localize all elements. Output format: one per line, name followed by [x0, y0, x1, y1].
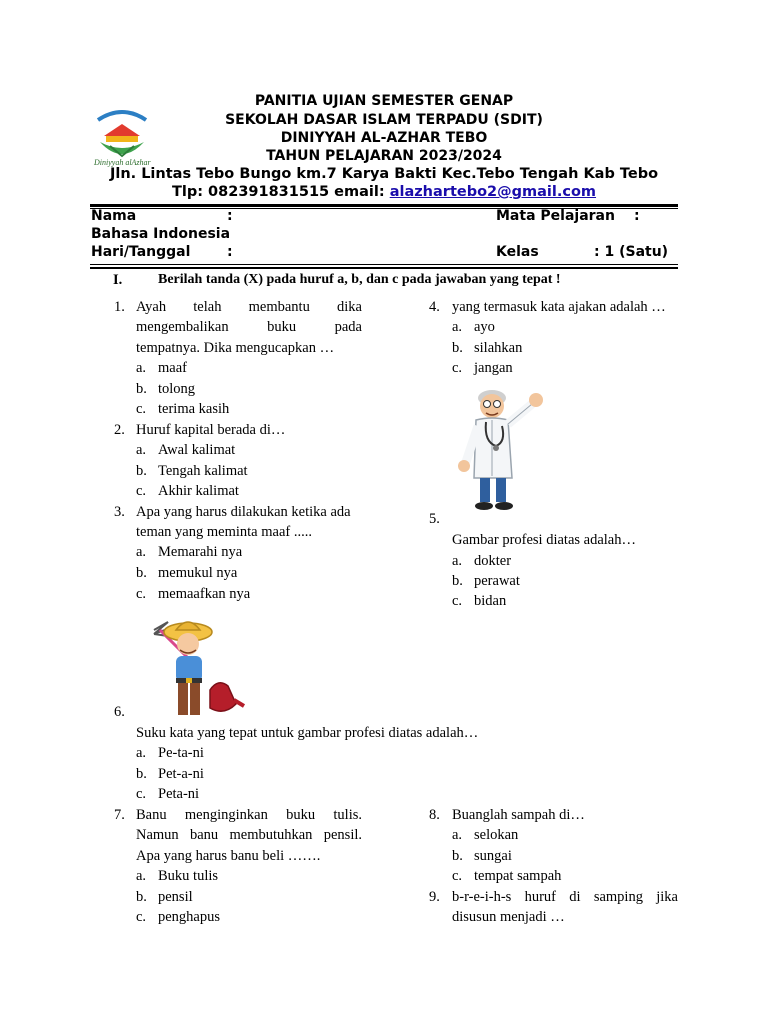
- q7-number: 7.: [114, 807, 125, 823]
- q5-b-letter: b.: [452, 573, 463, 589]
- q1-c-letter: c.: [136, 401, 147, 417]
- hari-label: Hari/Tanggal: [91, 244, 191, 260]
- hari-colon: :: [227, 244, 233, 260]
- mapel-value: Bahasa Indonesia: [91, 226, 231, 242]
- q6-number: 6.: [114, 704, 125, 720]
- section-instruction: Berilah tanda (X) pada huruf a, b, dan c pada jawaban yang tepat !: [158, 272, 561, 287]
- q2-number: 2.: [114, 422, 125, 438]
- q2-c-text[interactable]: Akhir kalimat: [158, 483, 239, 499]
- q1-a-letter: a.: [136, 360, 147, 376]
- nama-label: Nama: [91, 208, 137, 224]
- q4-number: 4.: [429, 299, 440, 315]
- q3-line-2: teman yang meminta maaf .....: [136, 524, 312, 540]
- q5-text: Gambar profesi diatas adalah…: [452, 532, 636, 548]
- q8-a-letter: a.: [452, 827, 463, 843]
- q3-number: 3.: [114, 504, 125, 520]
- q3-c-text[interactable]: memaafkan nya: [158, 586, 251, 602]
- q7-line-2: Namun banu membutuhkan pensil.: [136, 827, 362, 843]
- q3-b-text[interactable]: memukul nya: [158, 565, 238, 581]
- q7-a-letter: a.: [136, 868, 147, 884]
- q4-c-letter: c.: [452, 360, 463, 376]
- q3-a-text[interactable]: Memarahi nya: [158, 544, 243, 560]
- q4-b-text[interactable]: silahkan: [474, 340, 523, 356]
- doctor-illustration: [456, 382, 552, 512]
- q7-b-text[interactable]: pensil: [158, 889, 193, 905]
- q1-line-2: mengembalikan buku pada: [136, 319, 362, 335]
- q1-a-text[interactable]: maaf: [158, 360, 187, 376]
- q2-a-letter: a.: [136, 442, 147, 458]
- q5-a-text[interactable]: dokter: [474, 553, 512, 569]
- q7-line-1: Banu menginginkan buku tulis.: [136, 807, 362, 823]
- q1-line-3: tempatnya. Dika mengucapkan …: [136, 340, 335, 356]
- kelas-label: Kelas: [496, 244, 539, 260]
- section-number: I.: [113, 272, 123, 288]
- q4-text: yang termasuk kata ajakan adalah …: [452, 299, 666, 315]
- q6-b-letter: b.: [136, 766, 147, 782]
- q7-a-text[interactable]: Buku tulis: [158, 868, 219, 884]
- q8-number: 8.: [429, 807, 440, 823]
- mapel-label: Mata Pelajaran: [496, 208, 615, 224]
- q6-c-text[interactable]: Peta-ni: [158, 786, 200, 802]
- q5-c-letter: c.: [452, 593, 463, 609]
- farmer-illustration: [148, 612, 248, 720]
- q3-b-letter: b.: [136, 565, 147, 581]
- q6-text: Suku kata yang tepat untuk gambar profesi diatas adalah…: [136, 725, 479, 741]
- mapel-colon: :: [634, 208, 640, 224]
- header-contact: [0, 182, 768, 202]
- kelas-value: : 1 (Satu): [594, 244, 669, 260]
- header-title-2: SEKOLAH DASAR ISLAM TERPADU (SDIT): [225, 112, 543, 128]
- identity-rule-thin: [90, 264, 678, 265]
- q5-a-letter: a.: [452, 553, 463, 569]
- q3-a-letter: a.: [136, 544, 147, 560]
- q6-a-letter: a.: [136, 745, 147, 761]
- q2-c-letter: c.: [136, 483, 147, 499]
- header-title-4: TAHUN PELAJARAN 2023/2024: [266, 148, 502, 164]
- q2-b-letter: b.: [136, 463, 147, 479]
- q8-a-text[interactable]: selokan: [474, 827, 519, 843]
- q5-number: 5.: [429, 511, 440, 527]
- q9-line-2: disusun menjadi …: [452, 909, 565, 925]
- q2-text: Huruf kapital berada di…: [136, 422, 286, 438]
- q5-b-text[interactable]: perawat: [474, 573, 520, 589]
- q8-text: Buanglah sampah di…: [452, 807, 585, 823]
- q7-c-text[interactable]: penghapus: [158, 909, 221, 925]
- q8-b-text[interactable]: sungai: [474, 848, 512, 864]
- q5-c-text[interactable]: bidan: [474, 593, 507, 609]
- q2-a-text[interactable]: Awal kalimat: [158, 442, 236, 458]
- q4-a-text[interactable]: ayo: [474, 319, 495, 335]
- q6-a-text[interactable]: Pe-ta-ni: [158, 745, 204, 761]
- header-rule-thick: [90, 204, 678, 207]
- nama-colon: :: [227, 208, 233, 224]
- contact-text: Tlp: 082391831515 email:: [171, 184, 390, 200]
- email-link[interactable]: alazhartebo2@gmail.com: [389, 184, 597, 200]
- header-title-3: DINIYYAH AL-AZHAR TEBO: [280, 130, 488, 146]
- q1-b-text[interactable]: tolong: [158, 381, 196, 397]
- q3-line-1: Apa yang harus dilakukan ketika ada: [136, 504, 351, 520]
- header-title-1: PANITIA UJIAN SEMESTER GENAP: [254, 93, 514, 109]
- q8-c-text[interactable]: tempat sampah: [474, 868, 562, 884]
- q1-line-1: Ayah telah membantu dika: [136, 299, 362, 315]
- q3-c-letter: c.: [136, 586, 147, 602]
- q7-line-3: Apa yang harus banu beli …….: [136, 848, 321, 864]
- q9-number: 9.: [429, 889, 440, 905]
- q6-b-text[interactable]: Pet-a-ni: [158, 766, 204, 782]
- q7-b-letter: b.: [136, 889, 147, 905]
- q8-c-letter: c.: [452, 868, 463, 884]
- q2-b-text[interactable]: Tengah kalimat: [158, 463, 248, 479]
- q1-c-text[interactable]: terima kasih: [158, 401, 230, 417]
- q9-line-1: b-r-e-i-h-s huruf di samping jika: [452, 889, 678, 905]
- logo-caption: Diniyyah alAzhar: [94, 158, 151, 167]
- q4-a-letter: a.: [452, 319, 463, 335]
- q8-b-letter: b.: [452, 848, 463, 864]
- q4-b-letter: b.: [452, 340, 463, 356]
- q6-c-letter: c.: [136, 786, 147, 802]
- q4-c-text[interactable]: jangan: [474, 360, 513, 376]
- q1-b-letter: b.: [136, 381, 147, 397]
- q1-number: 1.: [114, 299, 125, 315]
- header-address: Jln. Lintas Tebo Bungo km.7 Karya Bakti Kec.Tebo Tengah Kab Tebo: [109, 166, 659, 182]
- identity-rule-thick: [90, 267, 678, 269]
- q7-c-letter: c.: [136, 909, 147, 925]
